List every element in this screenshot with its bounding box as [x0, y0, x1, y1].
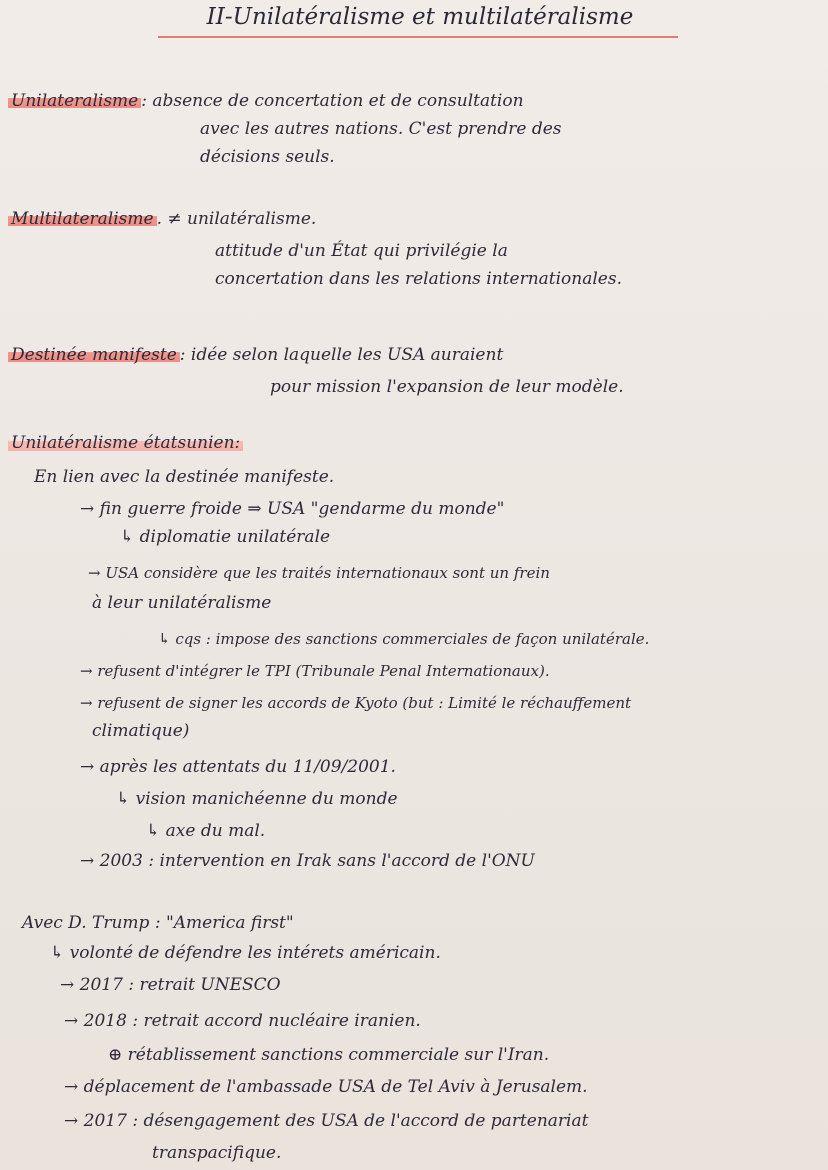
definition-unilateralisme	[8, 90, 524, 112]
note-line: → USA considère que les traités internationaux sont un frein	[88, 564, 550, 582]
note-line: → fin guerre froide ⇒ USA "gendarme du monde"	[80, 499, 505, 519]
note-line: ↳ cqs : impose des sanctions commerciales de façon unilatérale.	[158, 630, 650, 648]
definition-line: : absence de concertation et de consultation	[141, 91, 524, 111]
definition-line: : idée selon laquelle les USA auraient	[179, 345, 504, 365]
note-line: → 2003 : intervention en Irak sans l'accord de l'ONU	[80, 851, 535, 871]
term-unilateralisme: Unilateralisme	[8, 91, 141, 111]
note-line: → déplacement de l'ambassade USA de Tel Aviv à Jerusalem.	[64, 1077, 588, 1097]
note-line: → 2018 : retrait accord nucléaire iranien.	[64, 1011, 421, 1031]
page-title: II-Unilatéralisme et multilatéralisme	[206, 4, 634, 30]
section-heading: Unilatéralisme étatsunien:	[8, 432, 243, 454]
note-line: → 2017 : retrait UNESCO	[60, 975, 281, 995]
note-line: → après les attentats du 11/09/2001.	[80, 757, 396, 777]
note-line: ⊕ rétablissement sanctions commerciale sur l'Iran.	[108, 1045, 550, 1065]
definition-line: . ≠ unilatéralisme.	[156, 209, 317, 229]
definition-line: attitude d'un État qui privilégie la	[215, 241, 508, 261]
note-line: transpacifique.	[152, 1143, 282, 1163]
note-line: → refusent d'intégrer le TPI (Tribunale Penal Internationaux).	[80, 662, 550, 680]
note-line: → refusent de signer les accords de Kyoto (but : Limité le réchauffement	[80, 694, 632, 712]
definition-destinee-manifeste	[8, 344, 503, 366]
note-line: ↳ volonté de défendre les intérets américain.	[50, 943, 441, 963]
note-line: → 2017 : désengagement des USA de l'accord de partenariat	[64, 1111, 589, 1131]
note-line: ↳ diplomatie unilatérale	[120, 527, 331, 547]
note-line: climatique)	[92, 721, 190, 741]
definition-line: pour mission l'expansion de leur modèle.	[270, 377, 624, 397]
definition-line: concertation dans les relations internationales.	[215, 269, 622, 289]
definition-line: décisions seuls.	[200, 147, 335, 167]
note-line: ↳ axe du mal.	[146, 821, 266, 841]
definition-line: avec les autres nations. C'est prendre des	[200, 119, 562, 139]
term-destinee-manifeste: Destinée manifeste	[8, 345, 180, 365]
note-line: En lien avec la destinée manifeste.	[34, 467, 335, 487]
title-underline	[158, 36, 678, 38]
term-multilateralisme: Multilateralisme	[8, 209, 157, 229]
note-line: à leur unilatéralisme	[92, 593, 272, 613]
definition-multilateralisme	[8, 208, 316, 230]
note-line: ↳ vision manichéenne du monde	[116, 789, 398, 809]
section-heading-trump: Avec D. Trump : "America first"	[22, 913, 294, 933]
